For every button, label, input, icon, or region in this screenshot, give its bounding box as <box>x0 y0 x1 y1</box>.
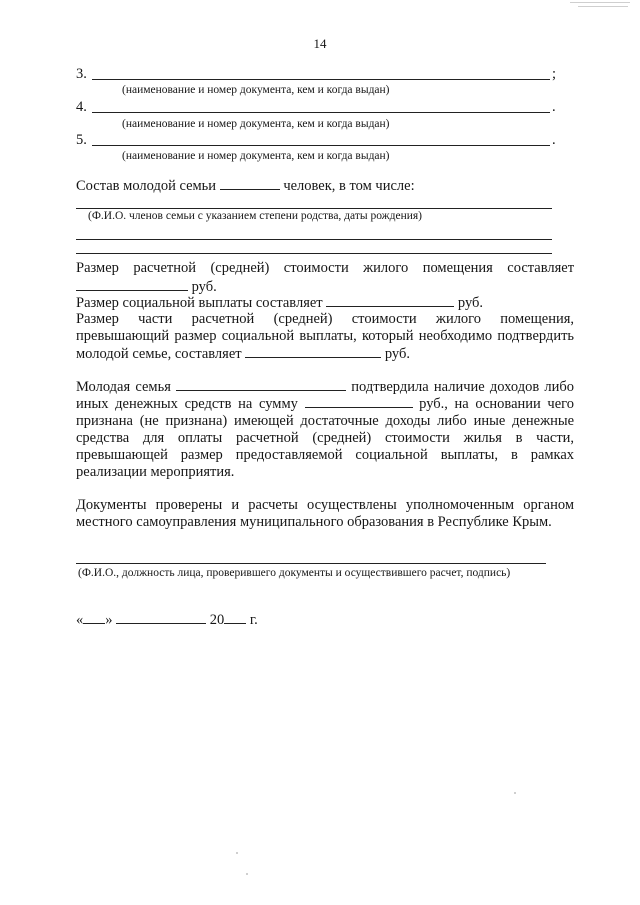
family-line <box>76 177 415 195</box>
verified-line-2: местного самоуправления муниципального образования в Республике Крым. <box>76 514 552 530</box>
page-number: 14 <box>313 36 327 51</box>
text-word: размер <box>180 447 223 463</box>
rub-label: руб. <box>191 279 217 295</box>
text-word: иных денежных средств на сумму <box>76 396 298 412</box>
text-word: жилого <box>363 260 409 276</box>
scan-dot <box>236 852 238 854</box>
text-word: признана) <box>165 413 228 429</box>
text-word: в <box>515 430 523 446</box>
family-count-field[interactable] <box>220 177 280 190</box>
scan-dot <box>246 873 248 875</box>
text-word: жилого <box>435 311 482 327</box>
text-word: либо <box>437 413 467 429</box>
text-word: помещения, <box>500 311 575 327</box>
date-year-field[interactable] <box>224 611 246 624</box>
family-fill-line[interactable] <box>76 208 552 209</box>
text-word: средства <box>76 430 130 446</box>
social-payment-label: Размер социальной выплаты составляет <box>76 295 323 311</box>
date-year-prefix: 20 <box>209 612 225 628</box>
doc-line-end: . <box>552 132 556 148</box>
family-fill-line[interactable] <box>76 253 552 254</box>
text-word: (средней) <box>312 430 372 446</box>
text-word: Размер <box>76 311 119 327</box>
text-word: подтвердила наличие доходов либо <box>351 379 575 395</box>
scan-dot <box>514 792 516 794</box>
confirm-line-1 <box>76 378 574 396</box>
text-word: расчеты осуществлены <box>248 497 397 513</box>
text-word: жилья <box>463 430 502 446</box>
date-day-field[interactable] <box>83 611 105 624</box>
text-word: размер <box>174 328 217 344</box>
date-year-suffix: г. <box>249 612 258 628</box>
date-open-quote: « <box>76 612 84 628</box>
confirm-line-3 <box>76 413 574 430</box>
text-word: имеющей <box>234 413 294 429</box>
part-line-3 <box>76 345 410 363</box>
text-word: для <box>142 430 165 446</box>
doc-line-end: ; <box>552 66 557 82</box>
text-word: социальной <box>355 447 428 463</box>
text-word: признана <box>76 413 133 429</box>
text-word: помещения <box>422 260 493 276</box>
text-word: выплаты, <box>299 328 357 344</box>
text-word: подтвердить <box>497 328 575 344</box>
text-word: социальной <box>221 328 295 344</box>
text-word: оплаты <box>177 430 223 446</box>
text-word: в <box>510 447 518 463</box>
rub-label: руб. <box>457 295 484 311</box>
doc-fill-line[interactable] <box>92 79 550 80</box>
social-payment-line <box>76 294 483 312</box>
doc-number: 3. <box>76 66 87 82</box>
family-name-field[interactable] <box>176 378 346 391</box>
confirm-line-2 <box>76 395 574 413</box>
text-word: который <box>361 328 414 344</box>
part-line-1 <box>76 311 574 328</box>
text-word: (не <box>139 413 159 429</box>
part-amount-field[interactable] <box>245 345 381 358</box>
part-line-2 <box>76 328 574 345</box>
doc-fill-line[interactable] <box>92 112 550 113</box>
text-word: превышающей <box>76 447 168 463</box>
text-word: денежные <box>512 413 575 429</box>
text-word: стоимости <box>384 430 450 446</box>
text-word: Документы <box>76 497 147 513</box>
signature-fill-line[interactable] <box>76 563 546 564</box>
text-word: части, <box>536 430 575 446</box>
text-word: рамках <box>530 447 575 463</box>
text-word: расчетной <box>235 430 299 446</box>
doc-caption: (наименование и номер документа, кем и когда выдан) <box>122 150 390 162</box>
doc-caption: (наименование и номер документа, кем и когда выдан) <box>122 84 390 96</box>
scan-mark <box>570 2 630 3</box>
date-line <box>76 611 258 629</box>
text-word: расчетной <box>191 311 255 327</box>
text-word: стоимости <box>351 311 417 327</box>
doc-number: 5. <box>76 132 87 148</box>
income-amount-field[interactable] <box>305 395 413 408</box>
family-text-b: человек, в том числе: <box>283 178 415 194</box>
confirm-line-6: реализации мероприятия. <box>76 464 235 480</box>
confirm-line-5 <box>76 447 574 464</box>
text-word: руб., на основании чего <box>419 396 574 412</box>
text-word: превышающий <box>76 328 170 344</box>
signature-caption: (Ф.И.О., должность лица, проверившего документы и осуществившего расчет, подпись) <box>78 567 511 579</box>
text-word: части <box>138 311 173 327</box>
text-word: (средней) <box>210 260 270 276</box>
rub-label: руб. <box>384 346 410 362</box>
part-line-3-label: молодой семье, составляет <box>76 346 242 362</box>
doc-fill-line[interactable] <box>92 145 550 146</box>
text-word: иные <box>473 413 506 429</box>
doc-caption: (наименование и номер документа, кем и когда выдан) <box>122 118 390 130</box>
text-word: предоставляемой <box>235 447 343 463</box>
text-word: достаточные <box>300 413 379 429</box>
text-word: уполномоченным органом <box>405 497 575 513</box>
text-word: составляет <box>507 260 575 276</box>
text-word: доходы <box>385 413 431 429</box>
text-word: (средней) <box>273 311 333 327</box>
text-word: стоимости <box>283 260 349 276</box>
social-payment-field[interactable] <box>326 294 454 307</box>
text-word: Молодая семья <box>76 379 171 395</box>
confirm-line-4 <box>76 430 574 447</box>
scan-mark <box>578 6 628 7</box>
verified-line-1 <box>76 497 574 514</box>
family-caption: (Ф.И.О. членов семьи с указанием степени родства, даты рождения) <box>88 210 423 222</box>
text-word: выплаты, <box>440 447 499 463</box>
cost-amount-field[interactable] <box>76 278 188 291</box>
text-word: расчетной <box>133 260 196 276</box>
doc-number: 4. <box>76 99 87 115</box>
family-fill-line[interactable] <box>76 239 552 240</box>
cost-line-1 <box>76 260 574 277</box>
text-word: необходимо <box>418 328 493 344</box>
date-close-quote: » <box>105 612 113 628</box>
family-text-a: Состав молодой семьи <box>76 178 217 194</box>
text-word: проверены и <box>155 497 240 513</box>
date-month-field[interactable] <box>116 611 206 624</box>
text-word: Размер <box>76 260 119 276</box>
doc-line-end: . <box>552 99 556 115</box>
